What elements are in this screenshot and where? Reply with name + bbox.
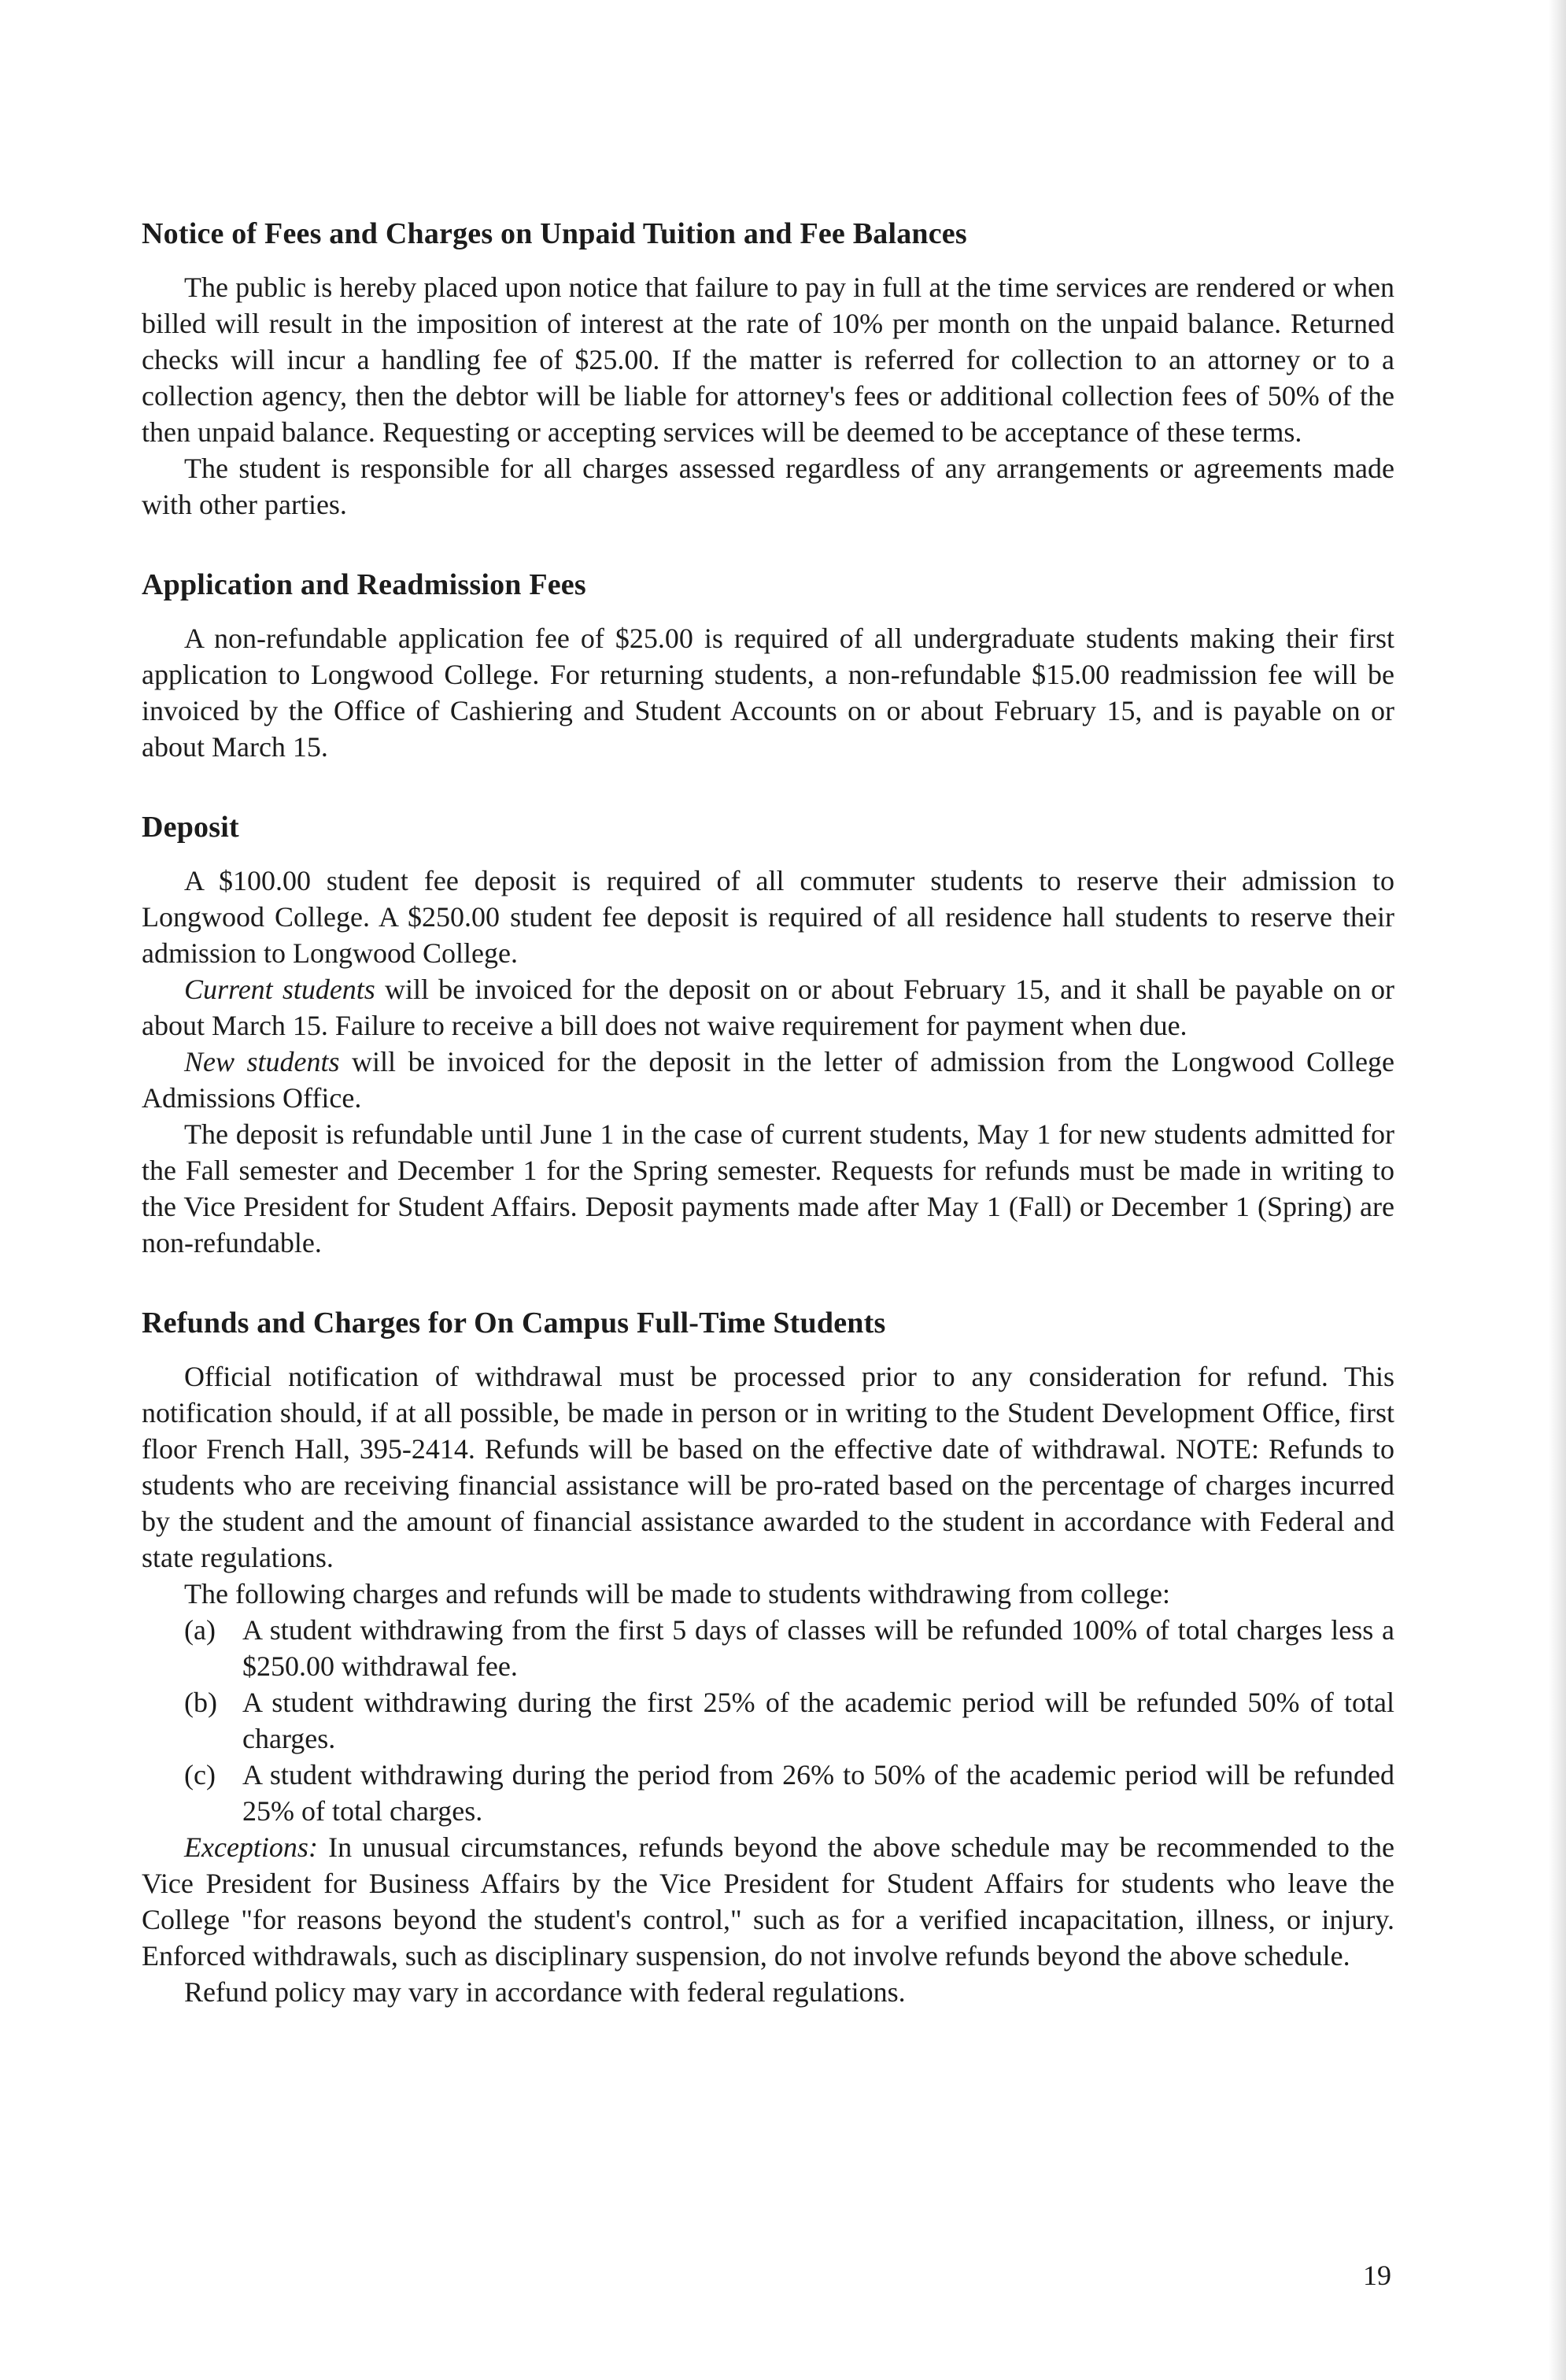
section-deposit <box>142 808 1394 1261</box>
page-content <box>142 214 1394 2053</box>
refund-schedule-list <box>142 1612 1394 1829</box>
section-heading: Deposit <box>142 811 239 844</box>
section-refunds <box>142 1303 1394 2010</box>
section-heading: Notice of Fees and Charges on Unpaid Tuition and Fee Balances <box>142 217 967 250</box>
paragraph <box>142 1829 1394 1974</box>
section-heading: Application and Readmission Fees <box>142 568 586 601</box>
paragraph: A $100.00 student fee deposit is required of all commuter students to reserve their admission to Longwood College. A $250.00 student fee deposit is required of all residence hall students to reserve their admission to Longwood College. <box>142 865 1394 969</box>
paragraph-text: will be invoiced for the deposit in the letter of admission from the Longwood College Admissions Office. <box>142 1046 1394 1114</box>
italic-lead: Exceptions: <box>184 1831 318 1863</box>
italic-lead: New students <box>184 1046 340 1077</box>
section-heading: Refunds and Charges for On Campus Full-Time Students <box>142 1306 886 1340</box>
section-application-fees <box>142 565 1394 765</box>
paragraph: Official notification of withdrawal must be processed prior to any consideration for refund. This notification should, if at all possible, be made in person or in writing to the Student Development Office, first floor French Hall, 395-2414. Refunds will be based on the effective date of withdrawal. NOTE: Refunds to students who are receiving financial assistance will be pro-rated based on the percentage of charges incurred by the student and the amount of financial assistance awarded to the student in accordance with Federal and state regulations. <box>142 1361 1394 1573</box>
page-number: 19 <box>1363 2260 1391 2291</box>
list-item-text: A student withdrawing from the first 5 days of classes will be refunded 100% of total charges less a $250.00 withdrawal fee. <box>242 1614 1394 1682</box>
paragraph <box>142 1044 1394 1116</box>
list-item-text: A student withdrawing during the period from 26% to 50% of the academic period will be refunded 25% of total charges. <box>242 1759 1394 1827</box>
paragraph: The deposit is refundable until June 1 in the case of current students, May 1 for new students admitted for the Fall semester and December 1 for the Spring semester. Requests for refunds must be made in writing to the Vice President for Student Affairs. Deposit payments made after May 1 (Fall) or December 1 (Spring) are non-refundable. <box>142 1118 1394 1258</box>
page-edge-shadow <box>1549 0 1566 2380</box>
list-item <box>142 1612 1394 1684</box>
list-item <box>142 1684 1394 1757</box>
paragraph: The student is responsible for all charges assessed regardless of any arrangements or agreements made with other parties. <box>142 453 1394 520</box>
italic-lead: Current students <box>184 974 375 1005</box>
paragraph: A non-refundable application fee of $25.00 is required of all undergraduate students making their first application to Longwood College. For returning students, a non-refundable $15.00 readmission fee will be invoiced by the Office of Cashiering and Student Accounts on or about February 15, and is payable on or about March 15. <box>142 623 1394 763</box>
paragraph <box>142 971 1394 1044</box>
list-marker: (a) <box>184 1614 216 1646</box>
list-marker: (c) <box>184 1759 216 1791</box>
section-unpaid-balances <box>142 214 1394 523</box>
paragraph: The following charges and refunds will be made to students withdrawing from college: <box>184 1578 1171 1609</box>
paragraph: Refund policy may vary in accordance with federal regulations. <box>184 1976 906 2008</box>
list-item-text: A student withdrawing during the first 25% of the academic period will be refunded 50% of total charges. <box>242 1687 1394 1754</box>
list-marker: (b) <box>184 1687 217 1718</box>
paragraph-text: will be invoiced for the deposit on or about February 15, and it shall be payable on or about March 15. Failure to receive a bill does not waive requirement for payment when due. <box>142 974 1394 1041</box>
paragraph-text: In unusual circumstances, refunds beyond the above schedule may be recommended to the Vice President for Business Affairs by the Vice President for Student Affairs for students who leave the College "for reasons beyond the student's control," such as for a verified incapacitation, illness, or injury. Enforced withdrawals, such as disciplinary suspension, do not involve refunds beyond the above schedule. <box>142 1831 1394 1972</box>
paragraph: The public is hereby placed upon notice that failure to pay in full at the time services are rendered or when billed will result in the imposition of interest at the rate of 10% per month on the unpaid balance. Returned checks will incur a handling fee of $25.00. If the matter is referred for collection to an attorney or to a collection agency, then the debtor will be liable for attorney's fees or additional collection fees of 50% of the then unpaid balance. Requesting or accepting services will be deemed to be acceptance of these terms. <box>142 272 1394 448</box>
list-item <box>142 1757 1394 1829</box>
